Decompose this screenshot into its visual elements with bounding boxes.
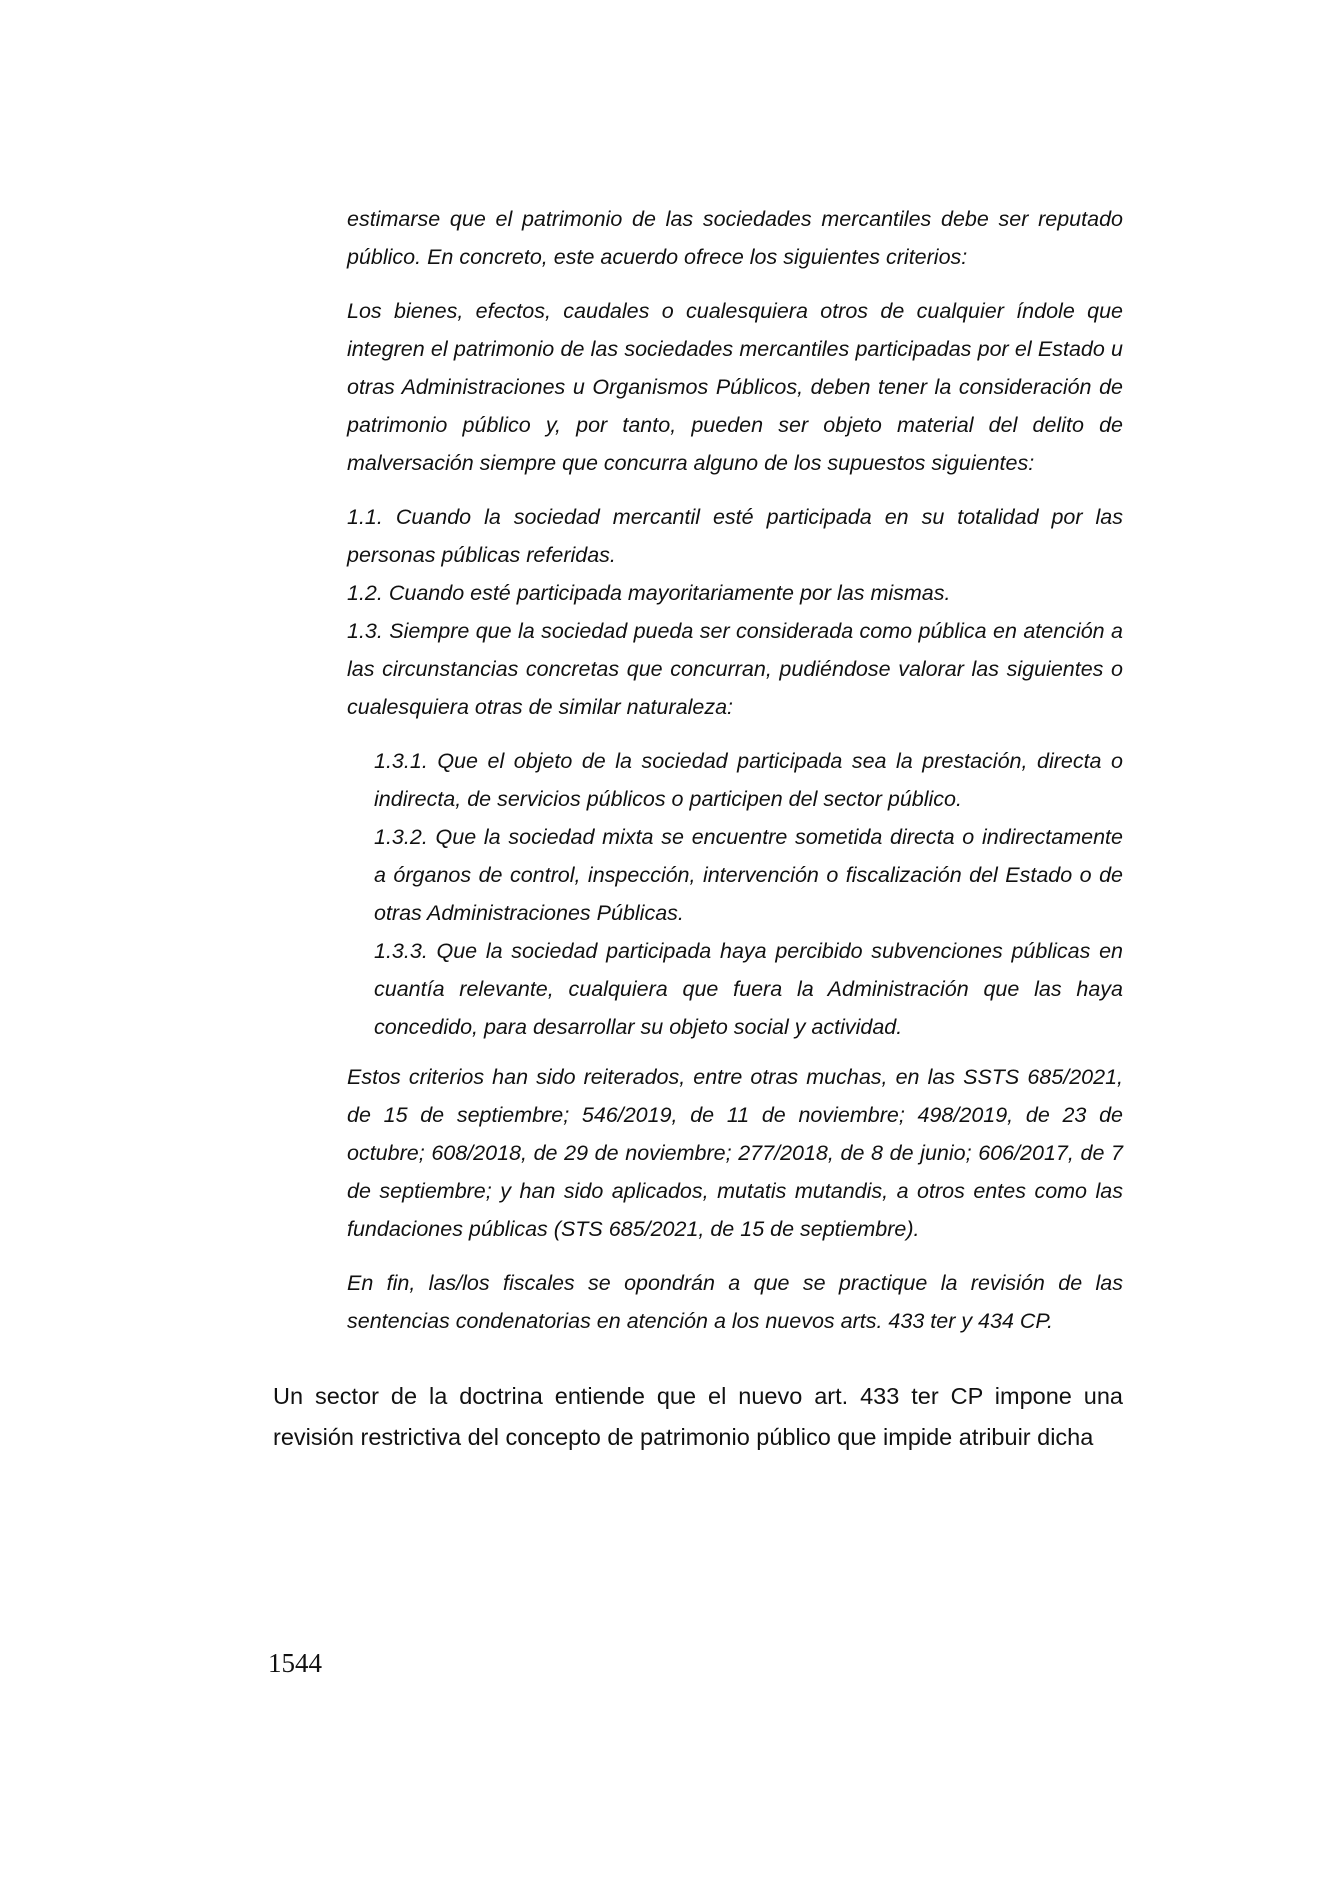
quote-item-1-3-2: 1.3.2. Que la sociedad mixta se encuentre sometida directa o indirectamente a órganos de control, inspección, intervención o fiscalización del Estado o de otras Administraciones Públicas. — [374, 825, 1123, 925]
page-number: 1544 — [268, 1648, 322, 1678]
quote-item-1-3: 1.3. Siempre que la sociedad pueda ser considerada como pública en atención a las circunstancias concretas que concurran, pudiéndose valorar las siguientes o cualesquiera otras de similar naturaleza: — [347, 619, 1123, 719]
quote-intro-paragraph: estimarse que el patrimonio de las sociedades mercantiles debe ser reputado público. En concreto, este acuerdo ofrece los siguientes criterios: — [347, 207, 1123, 269]
quote-item-1-2: 1.2. Cuando esté participada mayoritariamente por las mismas. — [347, 581, 951, 605]
quote-reiterated-paragraph: Estos criterios han sido reiterados, entre otras muchas, en las SSTS 685/2021, de 15 de septiembre; 546/2019, de 11 de noviembre; 498/2019, de 23 de octubre; 608/2018, de 29 de noviembre; 277/2018, de 8 de junio; 606/2017, de 7 de septiembre; y han sido aplicados, mutatis mutandis, a otros entes como las fundaciones públicas (STS 685/2021, de 15 de septiembre). — [347, 1065, 1123, 1241]
quote-closing-paragraph: En fin, las/los fiscales se opondrán a que se practique la revisión de las sentencias condenatorias en atención a los nuevos arts. 433 ter y 434 CP. — [347, 1271, 1123, 1333]
quote-item-1-3-3: 1.3.3. Que la sociedad participada haya percibido subvenciones públicas en cuantía relevante, cualquiera que fuera la Administración que las haya concedido, para desarrollar su objeto social y actividad. — [374, 939, 1123, 1039]
quote-item-1-3-1: 1.3.1. Que el objeto de la sociedad participada sea la prestación, directa o indirecta, de servicios públicos o participen del sector público. — [374, 749, 1123, 811]
body-paragraph: Un sector de la doctrina entiende que el nuevo art. 433 ter CP impone una revisión restrictiva del concepto de patrimonio público que impide atribuir dicha — [273, 1383, 1123, 1450]
quote-item-1-1: 1.1. Cuando la sociedad mercantil esté participada en su totalidad por las personas públicas referidas. — [347, 505, 1123, 567]
quote-criteria-intro: Los bienes, efectos, caudales o cualesquiera otros de cualquier índole que integren el patrimonio de las sociedades mercantiles participadas por el Estado u otras Administraciones u Organismos Públicos, deben tener la consideración de patrimonio público y, por tanto, pueden ser objeto material del delito de malversación siempre que concurra alguno de los supuestos siguientes: — [347, 299, 1123, 475]
